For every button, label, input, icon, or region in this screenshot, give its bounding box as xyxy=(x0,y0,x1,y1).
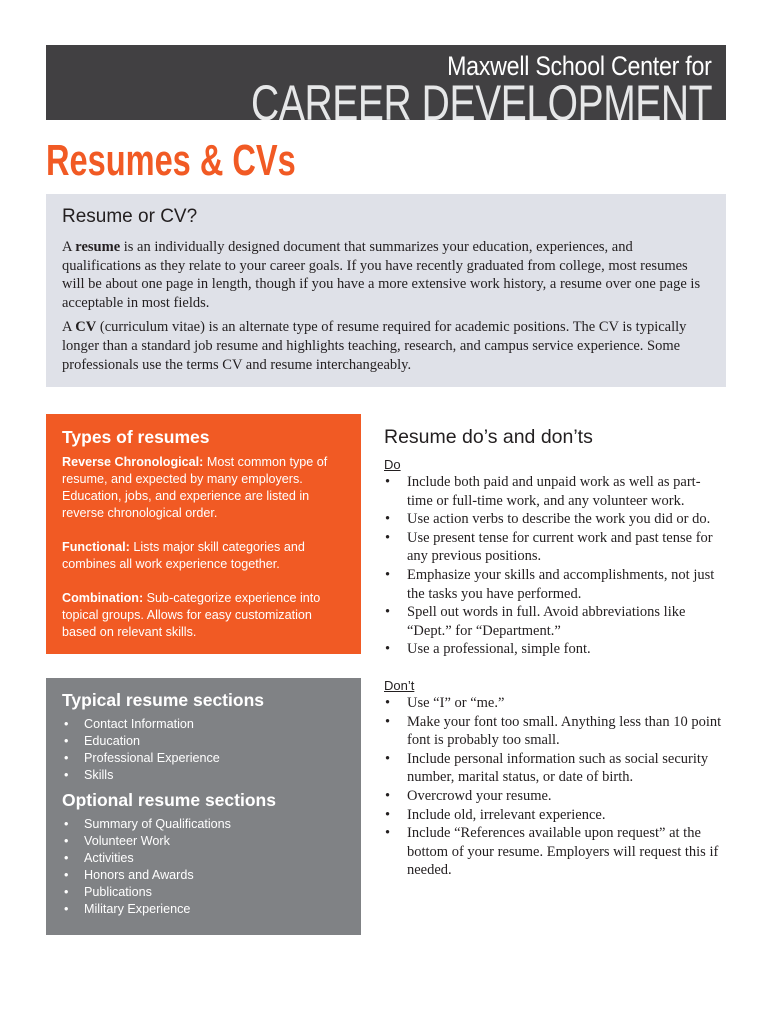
list-item-text: Publications xyxy=(84,885,152,899)
cv-term: CV xyxy=(75,319,97,336)
list-item-text: Volunteer Work xyxy=(84,834,170,848)
do-label: Do xyxy=(384,457,401,472)
intro-heading: Resume or CV? xyxy=(62,206,198,227)
resume-sections-panel xyxy=(46,678,361,935)
list-item xyxy=(62,750,345,767)
list-item xyxy=(384,640,724,659)
type-entry-functional xyxy=(62,539,345,573)
list-item xyxy=(62,733,345,750)
bullet-icon: • xyxy=(64,885,69,899)
intro-section xyxy=(46,194,726,387)
list-item xyxy=(384,787,724,806)
bullet-icon: • xyxy=(385,511,391,528)
typical-sections-list xyxy=(62,716,345,784)
bullet-icon: • xyxy=(385,641,391,658)
resume-definition-prefix: A xyxy=(62,239,76,255)
list-item xyxy=(62,833,345,850)
list-item xyxy=(62,901,345,918)
cv-definition-prefix: A xyxy=(62,319,76,336)
list-item xyxy=(62,767,345,784)
bullet-icon: • xyxy=(64,851,69,865)
bullet-icon: • xyxy=(385,529,391,546)
cv-definition-text: (curriculum vitae) is an alternate type of resume required for academic positions. The CV is typically longer than a standard job resume and highlights teaching, research, and campus service experience. Some professionals use the terms CV and resume interchangeably. xyxy=(62,319,687,373)
bullet-icon: • xyxy=(385,694,391,711)
list-item xyxy=(384,566,724,603)
list-item xyxy=(384,713,724,750)
list-item-text: Military Experience xyxy=(84,902,191,916)
type-description: Most common type of resume, and expected by many employers. Education, jobs, and experience are listed in reverse chronological order. xyxy=(62,455,328,520)
list-item-text: Emphasize your skills and accomplishments, not just the tasks you have performed. xyxy=(407,566,715,602)
type-description: Sub-categorize experience into topical groups. Allows for easy customization based on relevant skills. xyxy=(62,591,321,639)
optional-sections-heading: Optional resume sections xyxy=(62,790,276,810)
bullet-icon: • xyxy=(385,566,391,583)
list-item xyxy=(384,529,724,566)
resume-definition-text: is an individually designed document that summarizes your education, experiences, and qualifications as they relate to your career goals. If you have recently graduated from college, most resumes will be about one page in length, though if you have a more extensive work history, a resume over one page is acceptable in most fields. xyxy=(62,239,701,311)
list-item-text: Use action verbs to describe the work you did or do. xyxy=(407,511,711,528)
bullet-icon: • xyxy=(385,713,391,730)
page-title: Resumes & CVs xyxy=(46,136,296,185)
bullet-icon: • xyxy=(64,902,69,916)
list-item-text: Overcrowd your resume. xyxy=(407,787,552,804)
list-item-text: Activities xyxy=(84,851,134,865)
list-item-text: Education xyxy=(84,734,141,748)
header-org-name: Maxwell School Center for xyxy=(447,51,712,81)
do-list xyxy=(384,473,724,659)
types-heading: Types of resumes xyxy=(62,427,210,447)
dont-list xyxy=(384,694,724,880)
list-item xyxy=(62,816,345,833)
list-item xyxy=(384,603,724,640)
list-item xyxy=(62,716,345,733)
list-item xyxy=(384,806,724,825)
types-of-resumes-panel xyxy=(46,414,361,654)
bullet-icon: • xyxy=(385,825,391,842)
bullet-icon: • xyxy=(385,474,391,490)
list-item-text: Include both paid and unpaid work as well as part-time or full-time work, and any volunteer work. xyxy=(407,474,701,509)
list-item xyxy=(384,510,724,529)
list-item xyxy=(62,867,345,884)
resume-definition xyxy=(62,238,710,312)
list-item xyxy=(384,694,724,713)
list-item-text: Contact Information xyxy=(84,717,194,731)
list-item-text: Include personal information such as social security number, marital status, or date of birth. xyxy=(407,750,709,786)
list-item-text: Honors and Awards xyxy=(84,868,194,882)
donts-block xyxy=(384,677,724,880)
type-entry-combination xyxy=(62,590,345,641)
bullet-icon: • xyxy=(385,750,391,767)
bullet-icon: • xyxy=(64,734,69,748)
list-item xyxy=(62,884,345,901)
header-banner xyxy=(46,45,726,120)
bullet-icon: • xyxy=(64,751,69,765)
resume-term: resume xyxy=(75,239,121,255)
typical-sections-heading: Typical resume sections xyxy=(62,690,264,710)
type-description: Lists major skill categories and combines all work experience together. xyxy=(62,540,305,571)
bullet-icon: • xyxy=(64,717,69,731)
list-item-text: Use present tense for current work and past tense for any previous positions. xyxy=(407,529,713,565)
list-item-text: Use a professional, simple font. xyxy=(407,641,591,658)
header-department-name: CAREER DEVELOPMENT xyxy=(250,75,712,120)
list-item xyxy=(384,824,724,880)
type-term: Functional: xyxy=(62,540,130,554)
bullet-icon: • xyxy=(64,868,69,882)
list-item-text: Use “I” or “me.” xyxy=(407,694,505,711)
list-item-text: Include old, irrelevant experience. xyxy=(407,806,606,823)
dos-and-donts-column xyxy=(384,424,724,880)
list-item-text: Summary of Qualifications xyxy=(84,817,231,831)
optional-sections-list xyxy=(62,816,345,918)
list-item xyxy=(384,750,724,787)
cv-definition xyxy=(62,318,710,374)
dos-donts-heading: Resume do’s and don’ts xyxy=(384,426,593,448)
list-item xyxy=(384,473,724,510)
bullet-icon: • xyxy=(64,834,69,848)
bullet-icon: • xyxy=(385,806,391,823)
bullet-icon: • xyxy=(64,817,69,831)
bullet-icon: • xyxy=(64,768,69,782)
list-item-text: Spell out words in full. Avoid abbreviations like “Dept.” for “Department.” xyxy=(407,604,686,639)
list-item-text: Make your font too small. Anything less than 10 point font is probably too small. xyxy=(407,713,722,749)
type-term: Reverse Chronological: xyxy=(62,455,204,469)
dont-label: Don’t xyxy=(384,677,415,693)
type-term: Combination: xyxy=(62,591,144,605)
list-item xyxy=(62,850,345,867)
list-item-text: Professional Experience xyxy=(84,751,220,765)
bullet-icon: • xyxy=(385,604,391,621)
type-entry-reverse-chronological xyxy=(62,454,345,522)
bullet-icon: • xyxy=(385,787,391,804)
list-item-text: Include “References available upon request” at the bottom of your resume. Employers will request this if needed. xyxy=(407,825,719,879)
list-item-text: Skills xyxy=(84,768,114,782)
